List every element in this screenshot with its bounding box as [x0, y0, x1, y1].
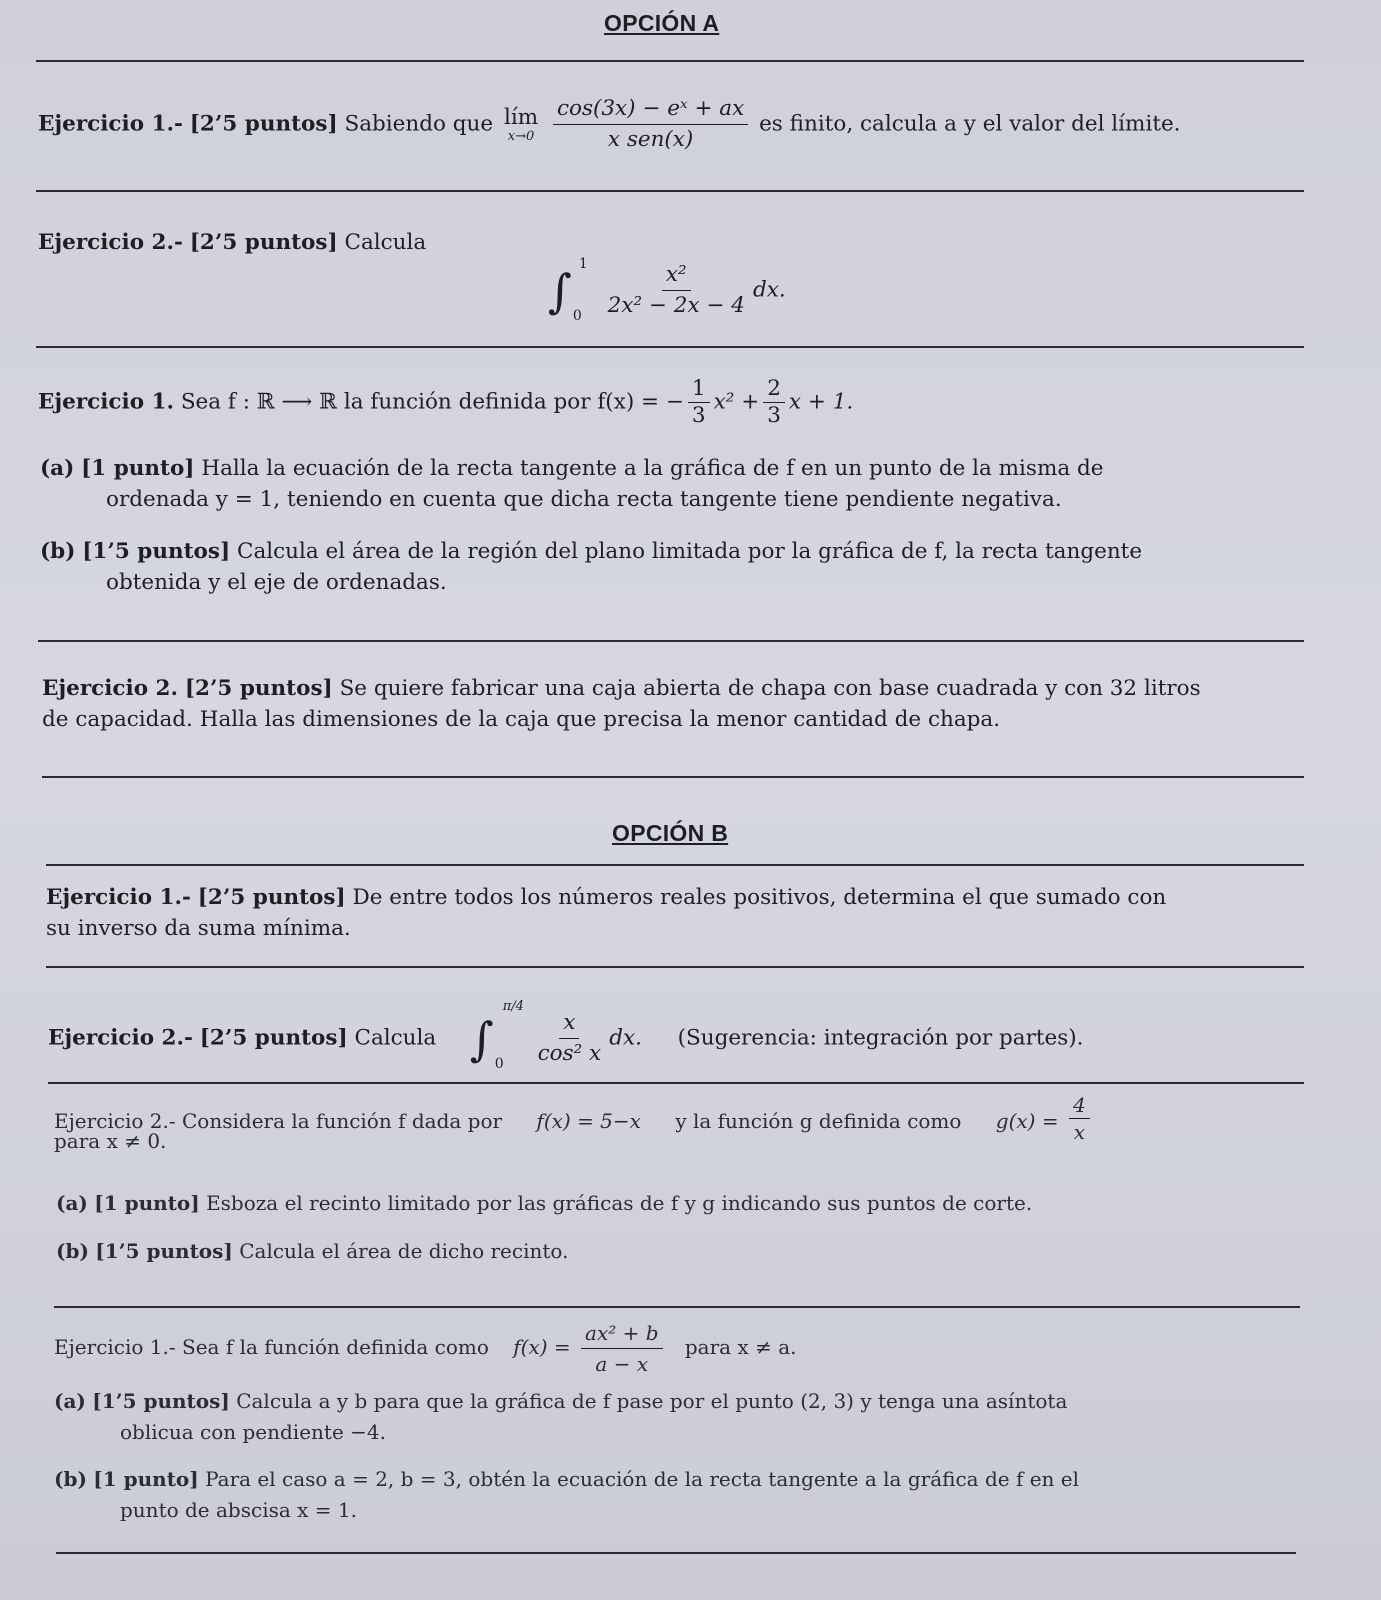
- integral-upper-limit: π/4: [502, 998, 524, 1014]
- divider: [36, 60, 1304, 62]
- a-exercise-4: Ejercicio 2. [2’5 puntos] Se quiere fabricar una caja abierta de chapa con base cuadrada y con 32 litros de capacidad. Halla las dimensiones de la caja que precisa la menor cantidad de chapa.: [42, 676, 1201, 732]
- divider: [36, 190, 1304, 192]
- exercise-points: [2’5 puntos]: [189, 111, 338, 137]
- integral-sign: ∫: [469, 1011, 494, 1066]
- exercise-text: Calcula: [344, 230, 427, 255]
- b-exercise-1: Ejercicio 1.- [2’5 puntos] De entre todos los números reales positivos, determina el que sumado con su inverso da suma mínima.: [46, 885, 1167, 941]
- exercise-label: Ejercicio 1.: [38, 389, 174, 415]
- integral-lower-limit: 0: [494, 1055, 504, 1072]
- exercise-label: Ejercicio 1.-: [38, 111, 183, 137]
- b-exercise-3: Ejercicio 2.- Considera la función f dada por f(x) = 5−x y la función g definida como g(x) = $\frac{4}{x}$ para x ≠ 0.: [54, 1098, 1304, 1157]
- b-exercise-4-part-a: (a) [1’5 puntos] Calcula a y b para que la gráfica de f pase por el punto (2, 3) y tenga una asíntota oblicua con pendiente −4.: [54, 1389, 1068, 1444]
- a-exercise-1: [38, 96, 1181, 153]
- integral-sign: ∫: [548, 263, 572, 318]
- option-b-title: OPCIÓN B: [612, 820, 729, 846]
- limit-operator: lím x→0: [503, 104, 539, 144]
- integrand-fraction: $\frac{\text{x²}}{\text{2x² − 2x − 4}}$: [607, 262, 745, 318]
- option-a-title: OPCIÓN A: [604, 10, 720, 36]
- limit-fraction: $\frac{\text{cos(3x) − eˣ + ax}}{\text{x sen(x)}}$: [553, 96, 748, 153]
- hint-text: (Sugerencia: integración por partes).: [677, 1025, 1084, 1051]
- b-exercise-4: Ejercicio 1.- Sea f la función definida como f(x) = $\frac{\text{ax² + b}}{a - x}$ para x ≠ a.: [54, 1321, 797, 1376]
- a-exercise-3-part-a: (a) [1 punto] Halla la ecuación de la recta tangente a la gráfica de f en un punto de la misma de ordenada y = 1, teniendo en cuenta que dicha recta tangente tiene pendiente negativa.: [40, 456, 1104, 512]
- a-exercise-2-heading: [38, 227, 426, 258]
- b-exercise-3-part-a: (a) [1 punto] Esboza el recinto limitado por las gráficas de f y g indicando sus puntos de corte.: [56, 1191, 1033, 1215]
- exercise-label: Ejercicio 2.-: [38, 230, 183, 255]
- divider: [36, 346, 1304, 348]
- exercise-text-after: es finito, calcula a y el valor del límite.: [759, 111, 1181, 137]
- b-exercise-3-part-b: (b) [1’5 puntos] Calcula el área de dicho recinto.: [56, 1239, 569, 1263]
- exercise-points: [2’5 puntos]: [189, 230, 338, 255]
- divider: [56, 1552, 1296, 1554]
- divider: [46, 864, 1304, 866]
- divider: [54, 1306, 1300, 1308]
- a-exercise-3-part-b: (b) [1’5 puntos] Calcula el área de la región del plano limitada por la gráfica de f, la recta tangente obtenida y el eje de ordenadas.: [40, 539, 1143, 595]
- integral-upper-limit: 1: [578, 255, 588, 272]
- b-exercise-2: Ejercicio 2.- [2’5 puntos] Calcula ∫ π/4 0 $\frac{x}{\text{cos² x}}$ dx. (Sugerencia: integración por partes).: [48, 998, 1084, 1072]
- integrand-fraction: $\frac{x}{\text{cos² x}}$: [537, 1010, 602, 1066]
- integral-lower-limit: 0: [572, 307, 582, 324]
- divider: [48, 1082, 1304, 1084]
- a-exercise-2-integral: ∫ 1 0 $\frac{\text{x²}}{\text{2x² − 2x − 4}}$ dx.: [548, 255, 786, 324]
- exercise-text: Sea f : ℝ ⟶ ℝ la función definida por f(x) = −: [180, 389, 684, 415]
- a-exercise-3: Ejercicio 1. Sea f : ℝ ⟶ ℝ la función definida por f(x) = − $\frac{1}{3}$ x² + $\frac{2}{3}$ x + 1.: [38, 376, 854, 428]
- divider: [42, 776, 1304, 778]
- divider: [38, 640, 1304, 642]
- divider: [46, 966, 1304, 968]
- exercise-text: Sabiendo que: [344, 111, 494, 137]
- b-exercise-4-part-b: (b) [1 punto] Para el caso a = 2, b = 3, obtén la ecuación de la recta tangente a la gráfica de f en el punto de abscisa x = 1.: [54, 1467, 1080, 1522]
